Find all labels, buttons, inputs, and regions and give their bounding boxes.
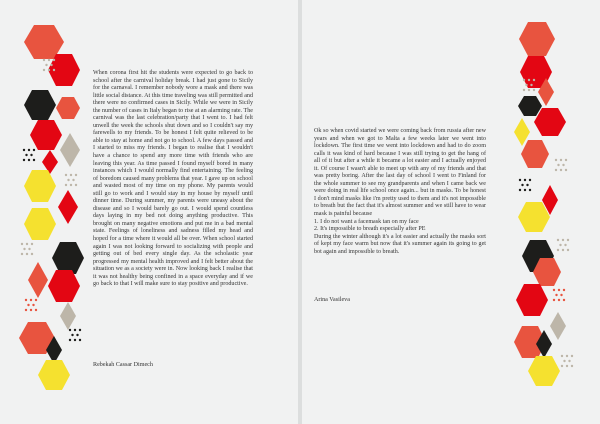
left-hexagon-decoration — [10, 0, 100, 424]
left-article-text: When corona first hit the students were expected to go back to school after the carnival holiday break. I had just gone to Sicily for the carnaval. I remember nobody wore a mask and there was little social distance. At this time traveling was still permitted and there were no confirmed cases in Sicily. While we were in Sicily the number of cases in Italy began to rise at an alarming rate. The carnival was the last celebration/party that I went to. I had felt unwell the week the schools shut down and so I couldn't say my farewells to my friends. To be honest I felt quite relieved to be able to stay at home and not go to school. A few days passed and I started to miss my friends. I began to realise that I wouldn't have a chance to spend any more time with friends who are leaving this year. As time passed I found myself bored in many instances which I would normally find entertaining. The feeling of boredom caused many problems that year. I gave up on school and wasted most of my time on my phone. My parents would still go to work and I would stay in my house by myself until dinner time. During summer, my parents were uneasy about the disease and so I would barely go out. I would spend countless days laying in my bed not doing anything productive. This brought on many negative emotions and put me in a bad mental state. Feelings of loneliness and sadness filled my head and hoped for a time where it would all be over. When school started again I was not looking forward to socializing with people and getting out of bed every single day. As the scholastic year progressed my mental health improved and I felt better about the situation we as a society were in. Now looking back I realise that it was not healthy being confined in a space everyday and if we go back to that I will make sure to stay positive and productive. — [93, 70, 253, 288]
right-list-item-1: 1. I do not want a facemask tan on my face — [314, 218, 419, 225]
right-hexagon-decoration — [502, 0, 592, 424]
right-author: Arina Vasileva — [314, 297, 350, 303]
right-paragraph-2: During the winter although it's a lot easier and actually the masks sort of kept my face warm but now that it's summer again its going to get bot again and impossible to breath. — [314, 233, 486, 255]
left-page — [0, 0, 298, 424]
right-paragraph-1: Ok so when covid started we were coming back from russia after new years and when we got to Malta a few weeks later we went into lockdown. The first time we went into lockdown and had to do zoom calls it was kind of hard because I was still trying to get the hang of all of it but after a while it became a lot easier and I actually enjoyed it. Of course I wasn't able to meet up with any of my friends and that was pretty boring. After the last day of school I went to Finland for the whole summer to see my grandparents and when I came back we were doing in real life school once again... but in masks. To be honest I don't mind masks like i'm pretty used to them and it's not impossible to breath but the fact that it's almost summer and we still have to wear mask is painful because — [314, 128, 486, 218]
right-page — [302, 0, 600, 424]
right-list-item-2: 2. It's impossible to breath especially after PE — [314, 226, 426, 233]
right-article-text — [314, 128, 486, 256]
left-author: Rebekah Cassar Dimech — [93, 362, 153, 368]
